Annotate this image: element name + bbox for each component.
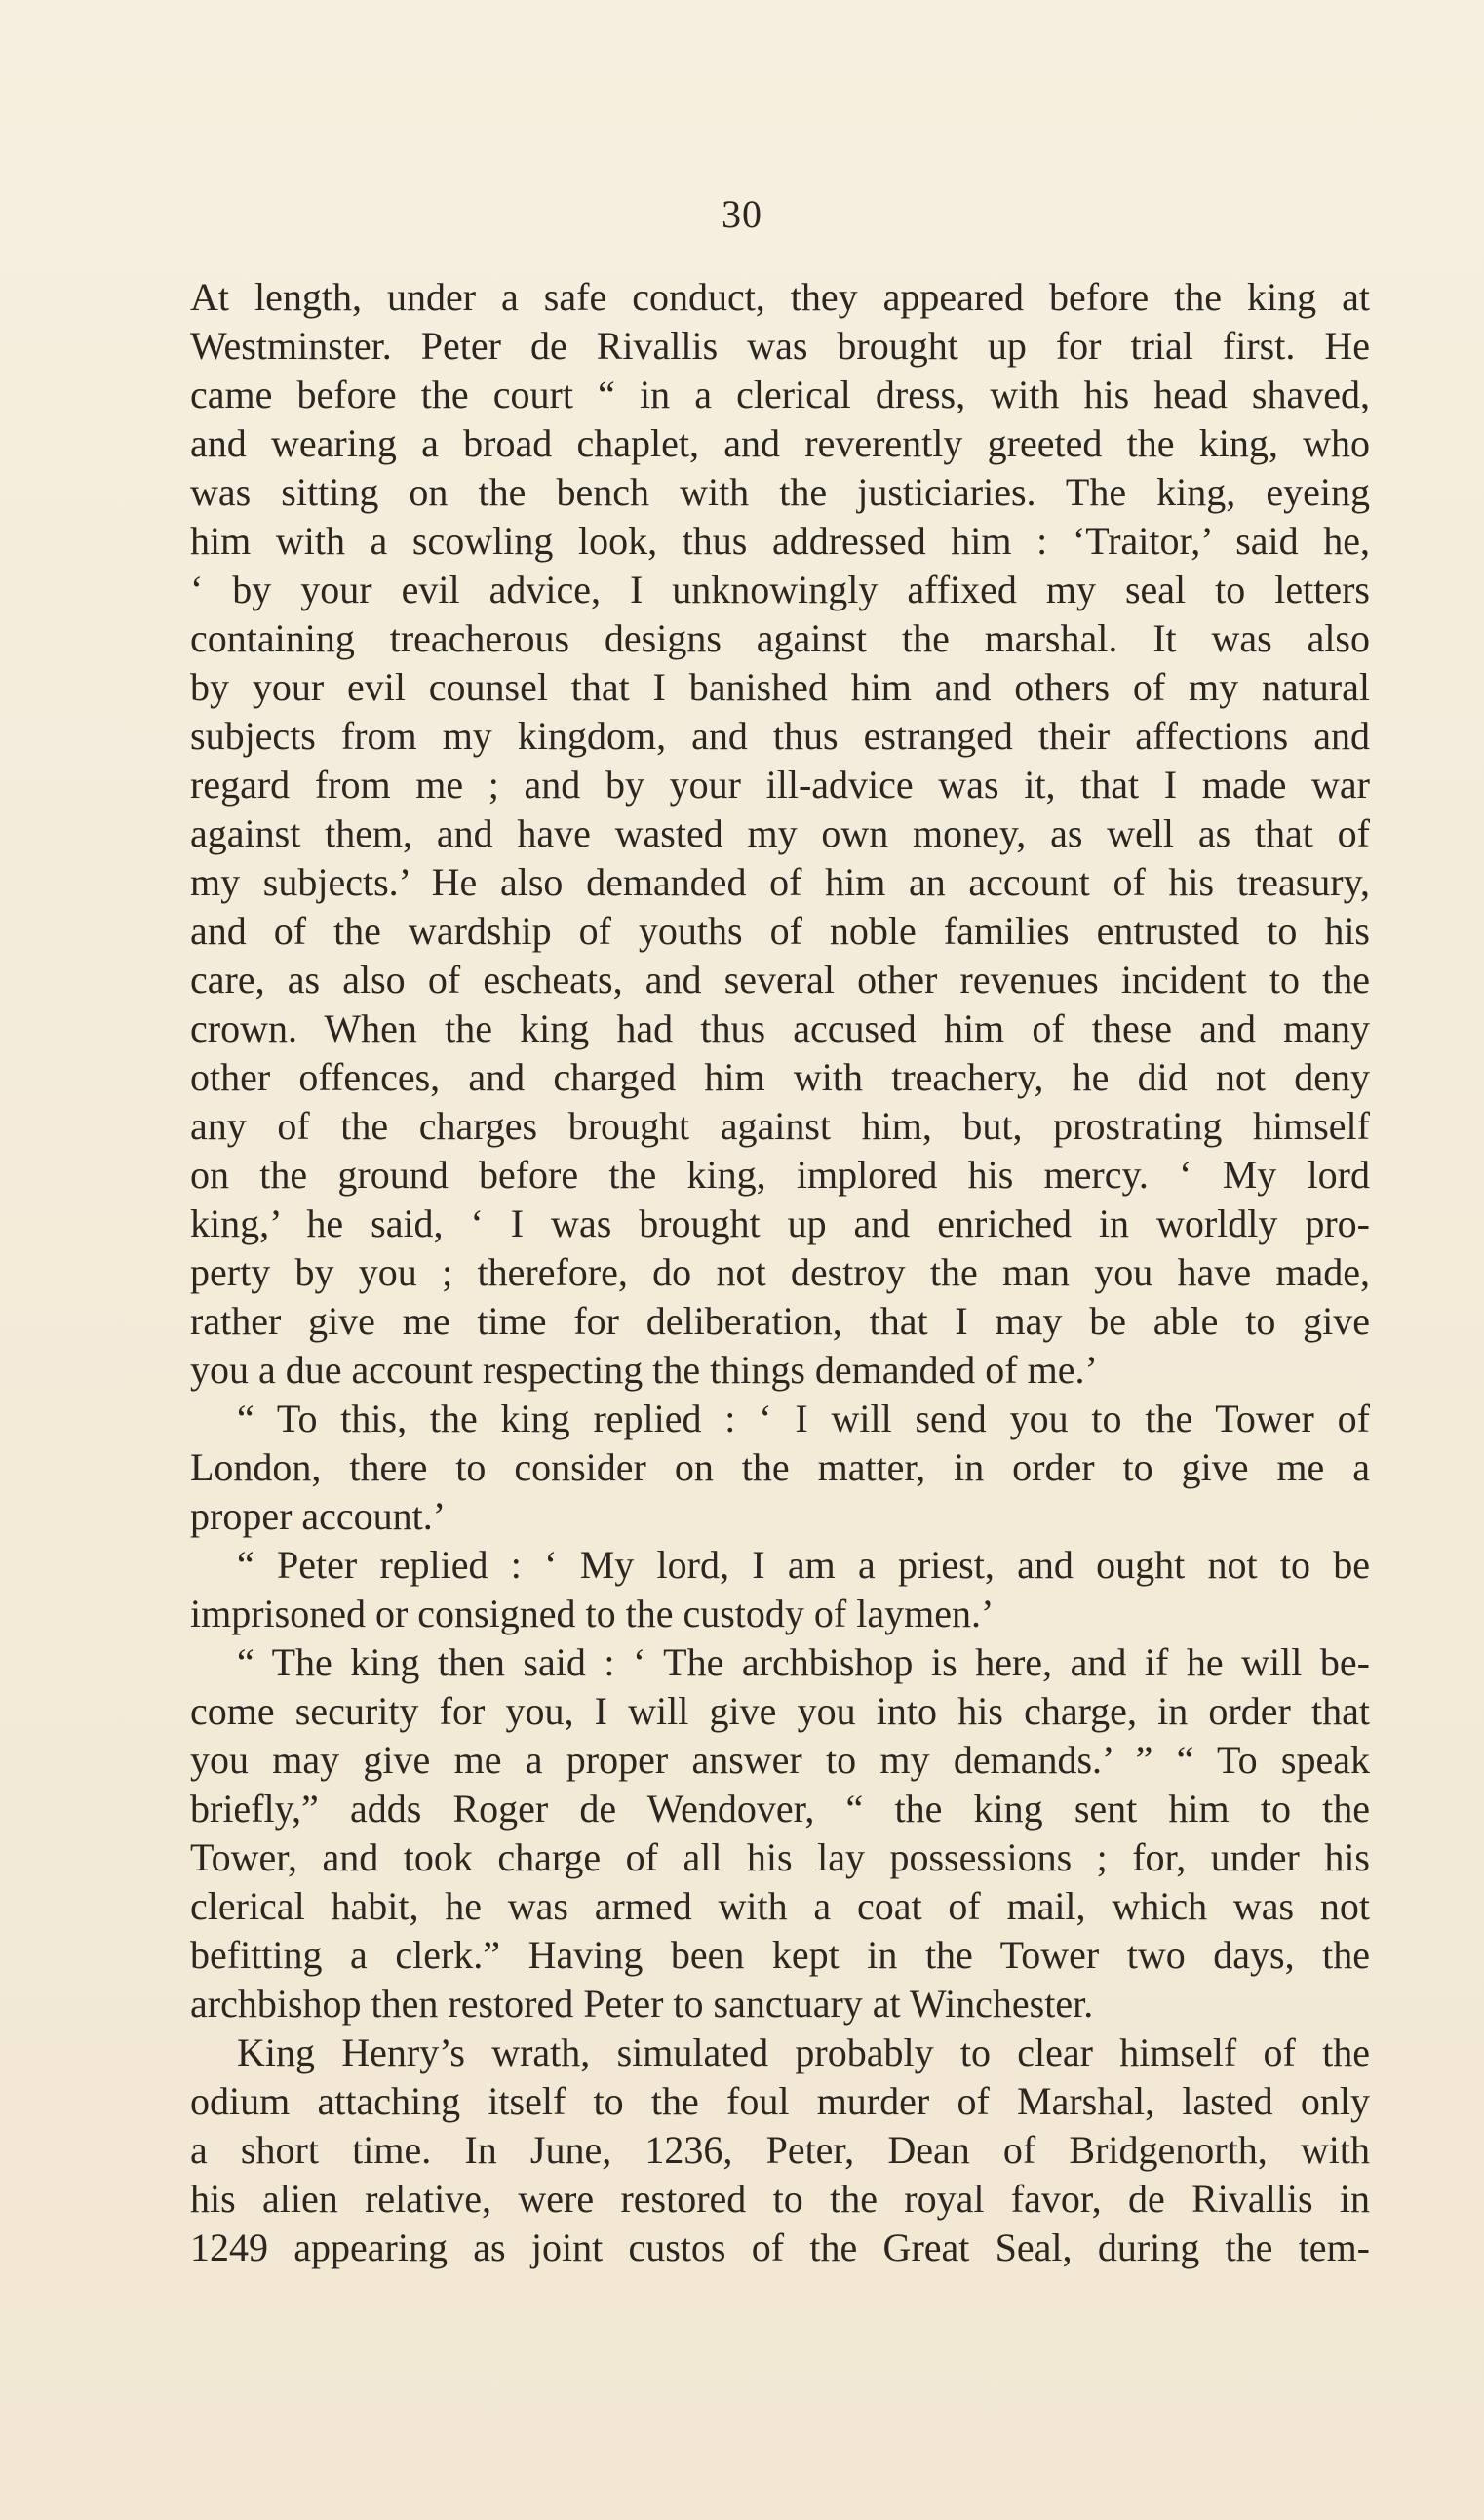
page-number: 30 (722, 192, 762, 236)
text-line: 1249 appearing as joint custos of the Great Seal, during the tem- (190, 2225, 1370, 2269)
text-line: him with a scowling look, thus addressed him : ‘Traitor,’ said he, (190, 519, 1370, 563)
text-line: subjects from my kingdom, and thus estranged their affections and (190, 714, 1370, 758)
text-line: come security for you, I will give you into his charge, in order that (190, 1689, 1370, 1733)
text-line: care, as also of escheats, and several other revenues incident to the (190, 958, 1370, 1002)
text-line: regard from me ; and by your ill-advice was it, that I made war (190, 763, 1370, 807)
text-line: against them, and have wasted my own money, as well as that of (190, 811, 1370, 855)
text-line: proper account.’ (190, 1494, 447, 1538)
text-line: was sitting on the bench with the justiciaries. The king, eyeing (190, 470, 1370, 514)
text-line: on the ground before the king, implored his mercy. ‘ My lord (190, 1153, 1370, 1197)
text-line: “ To this, the king replied : ‘ I will send you to the Tower of (237, 1397, 1370, 1440)
text-line: London, there to consider on the matter, in order to give me a (190, 1445, 1370, 1489)
text-line: you a due account respecting the things demanded of me.’ (190, 1348, 1098, 1392)
text-line: rather give me time for deliberation, that I may be able to give (190, 1299, 1370, 1343)
text-line: a short time. In June, 1236, Peter, Dean of Bridgenorth, with (190, 2128, 1370, 2172)
text-line: you may give me a proper answer to my demands.’ ” “ To speak (190, 1738, 1370, 1782)
text-line: “ The king then said : ‘ The archbishop is here, and if he will be- (237, 1640, 1370, 1684)
text-line: any of the charges brought against him, but, prostrating himself (190, 1104, 1370, 1148)
text-line: Tower, and took charge of all his lay possessions ; for, under his (190, 1835, 1370, 1879)
text-line: and of the wardship of youths of noble families entrusted to his (190, 909, 1370, 953)
text-line: clerical habit, he was armed with a coat of mail, which was not (190, 1884, 1370, 1928)
text-line: perty by you ; therefore, do not destroy the man you have made, (190, 1250, 1370, 1294)
text-line: archbishop then restored Peter to sanctuary at Winchester. (190, 1982, 1094, 2026)
text-line: king,’ he said, ‘ I was brought up and enriched in worldly pro- (190, 1201, 1370, 1245)
text-line: imprisoned or consigned to the custody of laymen.’ (190, 1592, 995, 1635)
text-line: At length, under a safe conduct, they appeared before the king at (190, 275, 1370, 319)
text-line: briefly,” adds Roger de Wendover, “ the king sent him to the (190, 1787, 1370, 1831)
text-line: “ Peter replied : ‘ My lord, I am a priest, and ought not to be (237, 1543, 1370, 1587)
text-line: containing treacherous designs against the marshal. It was also (190, 616, 1370, 660)
text-line: Westminster. Peter de Rivallis was brought up for trial first. He (190, 324, 1370, 368)
text-line: my subjects.’ He also demanded of him an account of his treasury, (190, 860, 1370, 904)
text-line: odium attaching itself to the foul murder of Marshal, lasted only (190, 2079, 1370, 2123)
text-line: and wearing a broad chaplet, and reverently greeted the king, who (190, 421, 1370, 465)
text-line: came before the court “ in a clerical dress, with his head shaved, (190, 373, 1370, 416)
text-line: King Henry’s wrath, simulated probably to clear himself of the (237, 2030, 1370, 2074)
text-line: befitting a clerk.” Having been kept in the Tower two days, the (190, 1933, 1370, 1977)
text-line: ‘ by your evil advice, I unknowingly affixed my seal to letters (190, 568, 1370, 611)
text-line: his alien relative, were restored to the royal favor, de Rivallis in (190, 2177, 1370, 2221)
text-line: by your evil counsel that I banished him and others of my natural (190, 665, 1370, 709)
body-text (190, 273, 1370, 2272)
text-line: crown. When the king had thus accused him of these and many (190, 1006, 1370, 1050)
text-line: other offences, and charged him with treachery, he did not deny (190, 1055, 1370, 1099)
